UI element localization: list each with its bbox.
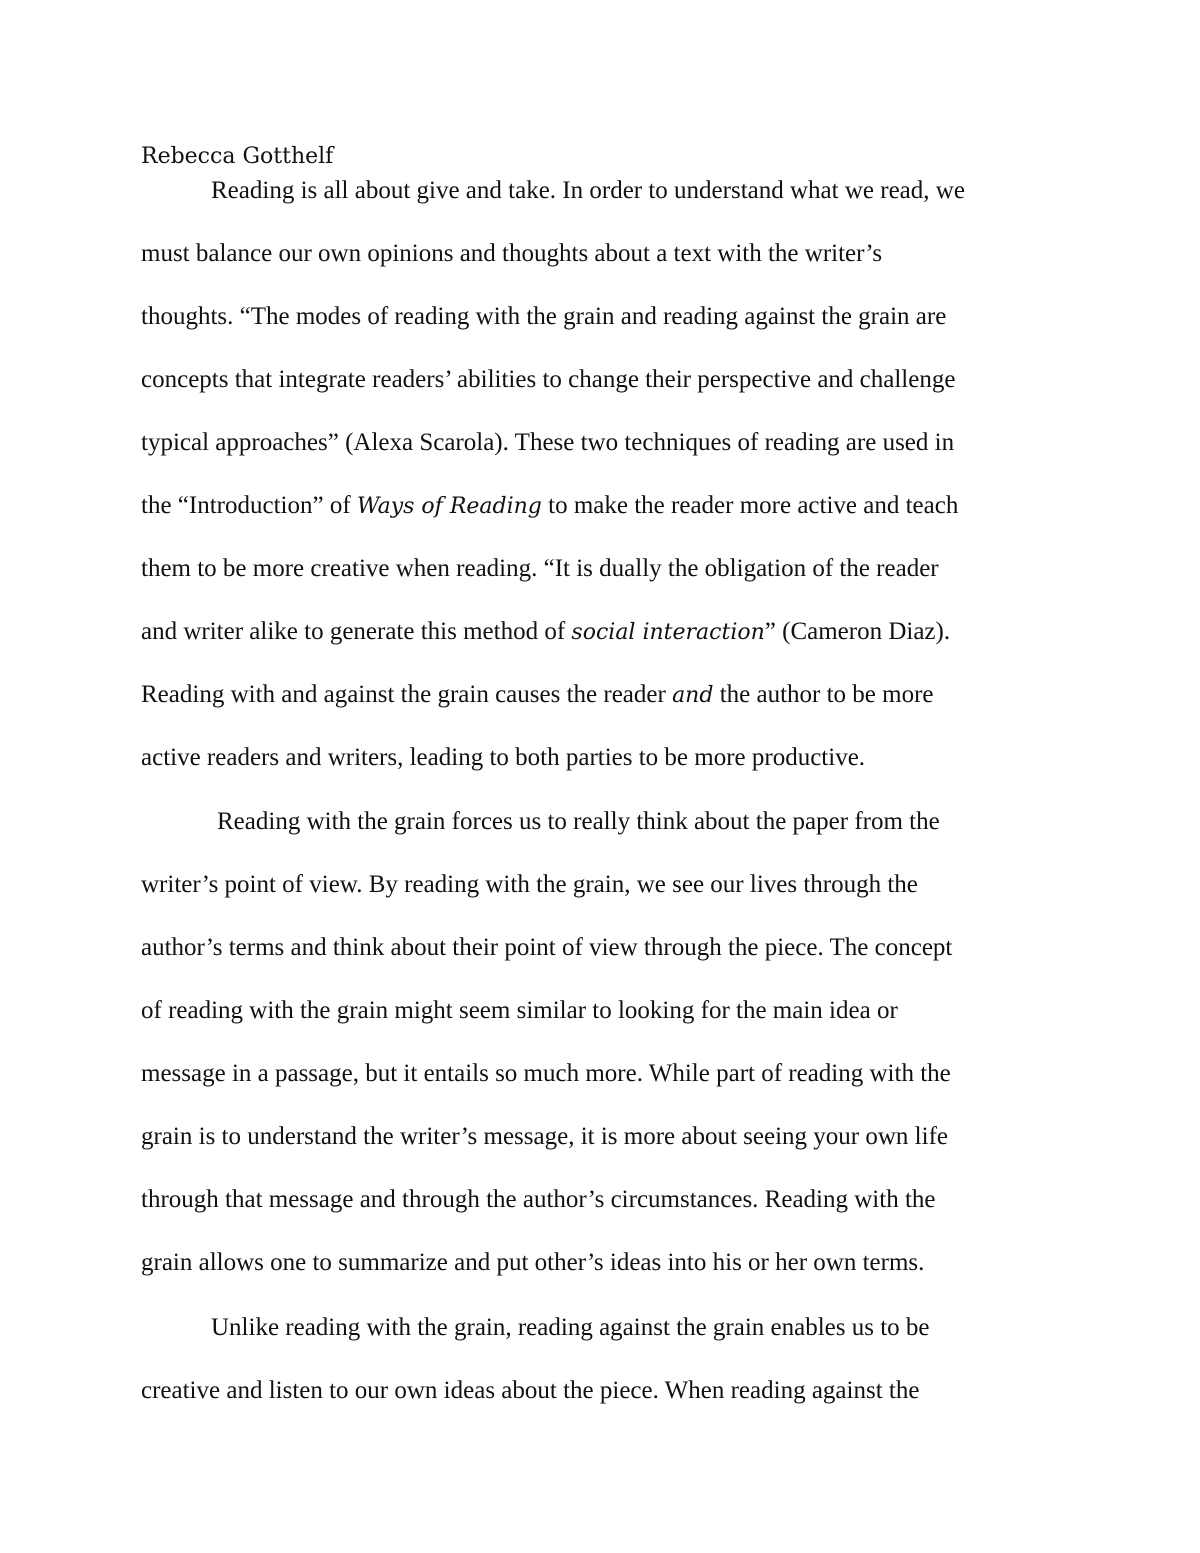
paragraph-1-line-7: them to be more creative when reading. “It is dually the obligation of the reader <box>141 555 939 582</box>
paragraph-1-line-2: must balance our own opinions and thoughts about a text with the writer’s <box>141 240 883 267</box>
text-run: and writer alike to generate this method of <box>141 618 572 645</box>
paragraph-2-line-2: writer’s point of view. By reading with the grain, we see our lives through the <box>141 871 918 898</box>
text-run: the author to be more <box>713 681 934 708</box>
text-run: to make the reader more active and teach <box>541 492 959 519</box>
paragraph-3-line-1: Unlike reading with the grain, reading against the grain enables us to be <box>211 1314 930 1341</box>
paragraph-2-line-8: grain allows one to summarize and put other’s ideas into his or her own terms. <box>141 1249 925 1276</box>
paragraph-1-line-9 <box>141 678 934 713</box>
paragraph-1-line-1: Reading is all about give and take. In order to understand what we read, we <box>211 177 965 204</box>
paragraph-2-line-3: author’s terms and think about their point of view through the piece. The concept <box>141 934 953 961</box>
text-run: Reading with and against the grain causes the reader <box>141 681 673 708</box>
paragraph-2-line-6: grain is to understand the writer’s message, it is more about seeing your own life <box>141 1123 948 1150</box>
book-title: Ways of Reading <box>356 494 542 519</box>
paragraph-1-line-6 <box>141 489 958 524</box>
paragraph-1-line-5: typical approaches” (Alexa Scarola). These two techniques of reading are used in <box>141 429 955 456</box>
italic-phrase: social interaction <box>571 620 765 645</box>
author-name: Rebecca Gotthelf <box>141 144 334 169</box>
paragraph-2-line-7: through that message and through the author’s circumstances. Reading with the <box>141 1186 936 1213</box>
text-run: ” (Cameron Diaz). <box>764 618 951 645</box>
paragraph-1-line-4: concepts that integrate readers’ abilities to change their perspective and challenge <box>141 366 956 393</box>
paragraph-3-line-2: creative and listen to our own ideas about the piece. When reading against the <box>141 1377 920 1404</box>
paragraph-2-line-5: message in a passage, but it entails so much more. While part of reading with the <box>141 1060 951 1087</box>
italic-word: and <box>672 683 714 708</box>
paragraph-1-line-8 <box>141 615 950 650</box>
text-run: the “Introduction” of <box>141 492 357 519</box>
paragraph-1-line-10: active readers and writers, leading to both parties to be more productive. <box>141 744 866 771</box>
paragraph-1-line-3: thoughts. “The modes of reading with the grain and reading against the grain are <box>141 303 947 330</box>
paragraph-2-line-4: of reading with the grain might seem similar to looking for the main idea or <box>141 997 898 1024</box>
paragraph-2-line-1: Reading with the grain forces us to really think about the paper from the <box>217 808 940 835</box>
